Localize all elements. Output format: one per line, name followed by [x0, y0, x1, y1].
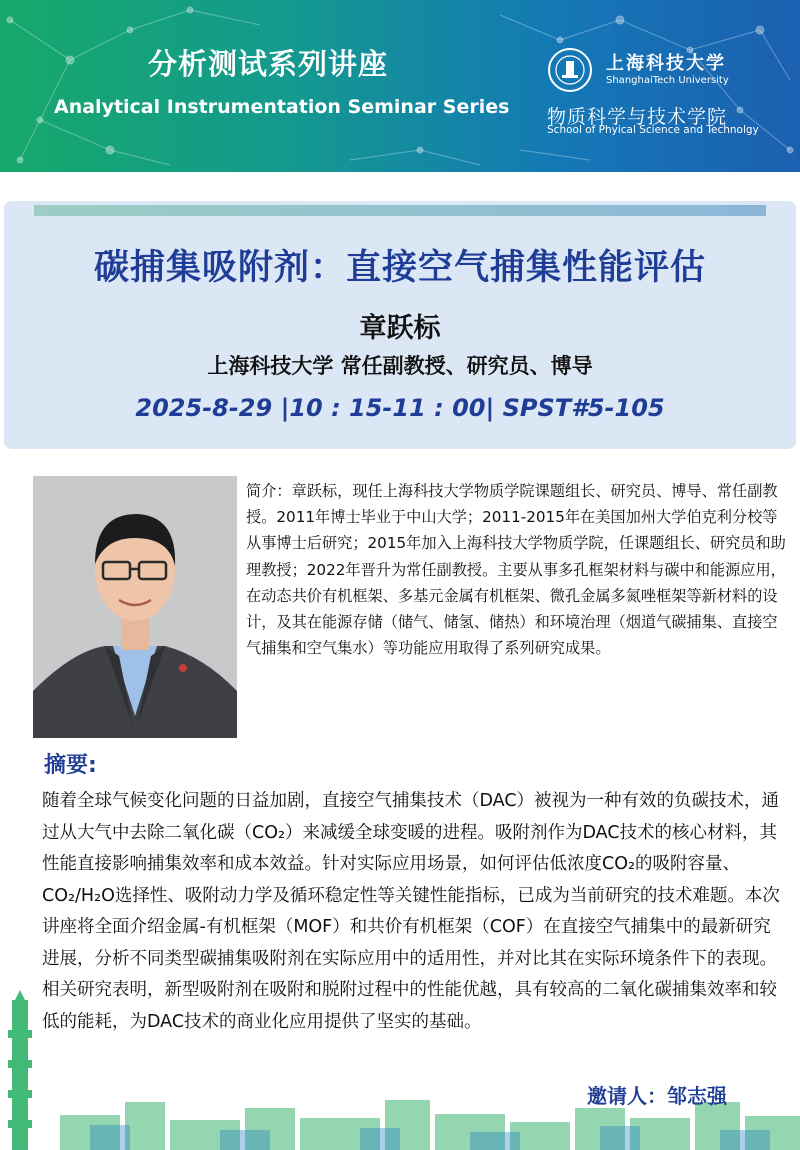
abstract-text: 随着全球气候变化问题的日益加剧，直接空气捕集技术（DAC）被视为一种有效的负碳技术，通过从大气中去除二氧化碳（CO₂）来减缓全球变暖的进程。吸附剂作为DAC技术的核心材料，其性能直接影响捕集效率和成本效益。针对实际应用场景，如何评估低浓度CO₂的吸附容量、CO₂/H₂O选择性、吸附动力学及循环稳定性等关键性能指标，已成为当前研究的技术难题。本次讲座将全面介绍金属-有机框架（MOF）和共价有机框架（COF）在直接空气捕集中的最新研究进展，分析不同类型碳捕集吸附剂在实际应用中的适用性，并对比其在实际环境条件下的表现。相关研究表明，新型吸附剂在吸附和脱附过程中的性能优越，具有较高的二氧化碳捕集效率和较低的能耗，为DAC技术的商业化应用提供了坚实的基础。	[42, 791, 780, 1032]
university-seal-icon	[547, 47, 593, 93]
speaker-photo	[33, 476, 237, 738]
speaker-affiliation: 上海科技大学 常任副教授、研究员、博导	[207, 354, 593, 378]
university-name-en: ShanghaiTech University	[606, 75, 729, 86]
speaker-bio: 简介：章跃标，现任上海科技大学物质学院课题组长、研究员、博导、常任副教授。2011年博士毕业于中山大学；2011-2015年在美国加州大学伯克利分校等从事博士后研究；2015年加入上海科技大学物质学院，任课题组长、研究员和助理教授；2022年晋升为常任副教授。主要从事多孔框架材料与碳中和能源应用，在动态共价有机框架、多基元金属有机框架、微孔金属多氮唑框架等新材料的设计，及其在能源存储（储气、储氢、储热）和环境治理（烟道气碳捕集、直接空气捕集和空气集水）等功能应用取得了系列研究成果。	[246, 482, 786, 658]
accent-bar	[34, 205, 766, 216]
header-banner	[0, 0, 800, 172]
date-time-venue: 2025-8-29 |10 : 15-11 : 00| SPST#5-105	[135, 394, 665, 422]
network-pattern	[0, 0, 800, 172]
speaker-name: 章跃标	[359, 313, 441, 344]
series-title-cn: 分析测试系列讲座	[148, 47, 389, 81]
school-name-cn: 物质科学与技术学院	[547, 106, 728, 128]
abstract-heading: 摘要:	[44, 753, 97, 778]
talk-title: 碳捕集吸附剂：直接空气捕集性能评估	[93, 248, 706, 288]
school-name-en: School of Phyical Science and Technolgy	[547, 124, 759, 136]
university-name-cn: 上海科技大学	[606, 53, 726, 74]
series-title-en: Analytical Instrumentation Seminar Series	[54, 96, 510, 118]
inviter: 邀请人：邹志强	[587, 1084, 727, 1108]
campus-skyline-graphic	[0, 990, 800, 1150]
